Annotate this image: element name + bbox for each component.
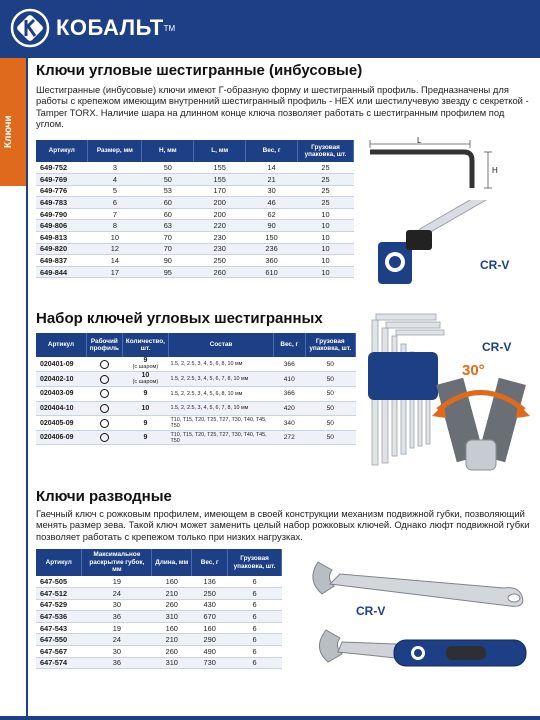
footer-bar <box>0 716 540 720</box>
pack-cell: 50 <box>305 372 355 387</box>
qty-cell <box>122 401 168 416</box>
sku-cell: 649-820 <box>36 243 88 255</box>
round-profile-icon <box>100 360 109 369</box>
profile-cell <box>86 387 122 402</box>
adjustable-wrench-chrome-image <box>300 550 536 630</box>
round-profile-icon <box>100 433 109 442</box>
table-cell: 6 <box>228 634 282 646</box>
table-row <box>36 174 354 186</box>
sku-cell: 020402-10 <box>36 372 86 387</box>
table-cell: 90 <box>246 220 298 232</box>
composition-cell: 1.5, 2, 2.5, 3, 4, 5, 6, 8, 10 мм <box>169 357 274 372</box>
table-cell: 24 <box>82 634 152 646</box>
table-cell: 50 <box>142 174 194 186</box>
composition-cell: T10, T15, T20, T25, T27, T30, T40, T45, T50 <box>169 416 274 431</box>
table-cell: 4 <box>88 174 142 186</box>
table-row <box>36 657 282 669</box>
table-cell: 10 <box>88 232 142 244</box>
table-cell: 310 <box>152 611 192 623</box>
table-cell: 25 <box>298 197 354 209</box>
sku-cell: 020403-09 <box>36 387 86 402</box>
table-row <box>36 266 354 278</box>
round-profile-icon <box>100 389 109 398</box>
sku-cell: 649-783 <box>36 197 88 209</box>
table-cell: 6 <box>228 622 282 634</box>
sku-cell: 649-769 <box>36 174 88 186</box>
table-cell: 95 <box>142 266 194 278</box>
table-row <box>36 430 356 445</box>
col-header-profile: Рабочий профиль <box>86 333 122 357</box>
table-cell: 210 <box>152 634 192 646</box>
sku-cell: 647-536 <box>36 611 82 623</box>
table-cell: 25 <box>298 174 354 186</box>
hex-key-dimension-diagram <box>360 136 520 194</box>
table-cell: 17 <box>88 266 142 278</box>
sku-cell: 647-512 <box>36 588 82 600</box>
table-row <box>36 197 354 209</box>
section2-title: Набор ключей угловых шестигранных <box>36 310 323 327</box>
table-cell: 6 <box>228 576 282 588</box>
table-cell: 19 <box>82 622 152 634</box>
table-row <box>36 588 282 600</box>
table-cell: 10 <box>298 232 354 244</box>
table-header-row <box>36 549 282 576</box>
table-cell: 14 <box>88 255 142 267</box>
table-cell: 670 <box>192 611 228 623</box>
table-cell: 6 <box>228 599 282 611</box>
weight-cell: 340 <box>274 416 306 431</box>
sku-cell: 020404-10 <box>36 401 86 416</box>
table-cell: 160 <box>152 622 192 634</box>
col-header-weight: Вес, г <box>246 140 298 162</box>
left-rule-divider <box>26 58 28 718</box>
table-cell: 12 <box>88 243 142 255</box>
table-cell: 30 <box>246 185 298 197</box>
col-header-sku: Артикул <box>36 140 88 162</box>
category-sidebar-label: Ключи <box>3 115 14 148</box>
table-cell: 30 <box>82 599 152 611</box>
table-cell: 60 <box>142 197 194 209</box>
angle-label: 30° <box>462 362 485 379</box>
table-cell: 220 <box>194 220 246 232</box>
profile-cell <box>86 430 122 445</box>
sku-cell: 020401-09 <box>36 357 86 372</box>
sku-cell: 649-844 <box>36 266 88 278</box>
composition-cell: 1.5, 2, 2.5, 3, 4, 5, 6, 7, 8, 10 мм <box>169 401 274 416</box>
col-header-composition: Состав <box>169 333 274 357</box>
qty-cell <box>122 372 168 387</box>
qty-cell <box>122 387 168 402</box>
table-row <box>36 243 354 255</box>
table-cell: 250 <box>194 255 246 267</box>
table-cell: 160 <box>152 576 192 588</box>
qty-cell <box>122 430 168 445</box>
table-cell: 36 <box>82 611 152 623</box>
table-cell: 6 <box>228 611 282 623</box>
sku-cell: 647-505 <box>36 576 82 588</box>
col-header-weight: Вес, г <box>274 333 306 357</box>
table-cell: 10 <box>298 208 354 220</box>
adjustable-wrench-rubber-grip-image <box>306 620 536 700</box>
col-header-sku: Артикул <box>36 333 86 357</box>
col-header-pack: Грузовая упаковка, шт. <box>305 333 355 357</box>
sku-cell: 647-574 <box>36 657 82 669</box>
table-row <box>36 387 356 402</box>
profile-cell <box>86 372 122 387</box>
profile-cell <box>86 416 122 431</box>
table-row <box>36 232 354 244</box>
qty-cell <box>122 416 168 431</box>
table-cell: 19 <box>82 576 152 588</box>
table-row <box>36 599 282 611</box>
profile-cell <box>86 401 122 416</box>
col-header-qty: Количество, шт. <box>122 333 168 357</box>
sku-cell: 020406-09 <box>36 430 86 445</box>
qty-note: (с шаром) <box>132 379 159 386</box>
table-cell: 610 <box>246 266 298 278</box>
section1-title: Ключи угловые шестигранные (инбусовые) <box>36 62 363 79</box>
weight-cell: 420 <box>274 401 306 416</box>
brand-header <box>0 0 540 58</box>
section3-title: Ключи разводные <box>36 488 172 505</box>
sku-cell: 649-790 <box>36 208 88 220</box>
col-header-jaw-opening: Максимальное раскрытие губок, мм <box>82 549 152 576</box>
table-cell: 730 <box>192 657 228 669</box>
table-cell: 360 <box>246 255 298 267</box>
qty-note: (с шаром) <box>132 364 159 371</box>
diagram-label-l: L <box>417 136 422 145</box>
table-cell: 155 <box>194 174 246 186</box>
table-cell: 230 <box>194 243 246 255</box>
table-cell: 6 <box>228 588 282 600</box>
qty-value: 9 <box>143 357 148 365</box>
hex-keys-table <box>36 140 354 278</box>
sku-cell: 647-543 <box>36 622 82 634</box>
weight-cell: 366 <box>274 387 306 402</box>
table-header-row <box>36 140 354 162</box>
table-cell: 310 <box>152 657 192 669</box>
table-cell: 490 <box>192 646 228 658</box>
section1-description: Шестигранные (инбусовые) ключи имеют Г-образную форму и шестигранный профиль. Предназначены для работы с крепежом имеющим внутренний шестигранный профиль - HEX или шестилучевую звезду с секреткой - Tamper TORX. Наличие шара на длинном конце ключа позволяет работать с шестигранным профилем под углом. <box>36 84 529 130</box>
col-header-h: H, мм <box>142 140 194 162</box>
round-profile-icon <box>100 375 109 384</box>
table-row <box>36 611 282 623</box>
table-cell: 430 <box>192 599 228 611</box>
composition-cell: 1.5, 2, 2.5, 3, 4, 5, 6, 8, 10 мм <box>169 387 274 402</box>
col-header-pack: Грузовая упаковка, шт. <box>298 140 354 162</box>
ball-end-angle-illustration <box>426 370 536 475</box>
table-cell: 3 <box>88 162 142 174</box>
col-header-sku: Артикул <box>36 549 82 576</box>
table-cell: 5 <box>88 185 142 197</box>
round-profile-icon <box>100 419 109 428</box>
table-cell: 10 <box>298 220 354 232</box>
sku-cell: 647-550 <box>36 634 82 646</box>
table-row <box>36 646 282 658</box>
table-cell: 260 <box>152 599 192 611</box>
pack-cell: 50 <box>305 357 355 372</box>
table-row <box>36 634 282 646</box>
table-cell: 90 <box>142 255 194 267</box>
table-cell: 10 <box>298 243 354 255</box>
pack-cell: 50 <box>305 401 355 416</box>
section3-material-tag: CR-V <box>356 604 386 618</box>
table-row <box>36 416 356 431</box>
col-header-size: Размер, мм <box>88 140 142 162</box>
table-cell: 46 <box>246 197 298 209</box>
table-cell: 21 <box>246 174 298 186</box>
table-row <box>36 401 356 416</box>
table-cell: 10 <box>298 266 354 278</box>
section2-material-tag: CR-V <box>482 340 512 354</box>
table-cell: 260 <box>194 266 246 278</box>
table-row <box>36 255 354 267</box>
table-cell: 8 <box>88 220 142 232</box>
pack-cell: 50 <box>305 387 355 402</box>
pack-cell: 50 <box>305 430 355 445</box>
table-cell: 236 <box>246 243 298 255</box>
sku-cell: 649-813 <box>36 232 88 244</box>
table-row <box>36 357 356 372</box>
qty-value: 10 <box>141 372 150 380</box>
col-header-l: L, мм <box>194 140 246 162</box>
table-row <box>36 220 354 232</box>
table-header-row <box>36 333 356 357</box>
hex-key-product-image <box>358 200 518 300</box>
table-cell: 50 <box>142 162 194 174</box>
table-cell: 60 <box>142 208 194 220</box>
composition-cell: 1.5, 2, 2.5, 3, 4, 5, 6, 7, 8, 10 мм <box>169 372 274 387</box>
section1-material-tag: CR-V <box>480 258 510 272</box>
table-cell: 36 <box>82 657 152 669</box>
table-cell: 30 <box>82 646 152 658</box>
table-cell: 160 <box>192 622 228 634</box>
table-cell: 63 <box>142 220 194 232</box>
adjustable-wrench-table <box>36 549 282 669</box>
qty-value: 9 <box>143 419 148 427</box>
sku-cell: 647-529 <box>36 599 82 611</box>
table-cell: 53 <box>142 185 194 197</box>
table-cell: 290 <box>192 634 228 646</box>
round-profile-icon <box>100 404 109 413</box>
qty-value: 9 <box>143 434 148 442</box>
table-cell: 6 <box>228 646 282 658</box>
table-cell: 155 <box>194 162 246 174</box>
table-cell: 250 <box>192 588 228 600</box>
table-cell: 25 <box>298 185 354 197</box>
table-row <box>36 208 354 220</box>
sku-cell: 649-806 <box>36 220 88 232</box>
sku-cell: 649-776 <box>36 185 88 197</box>
section3-description: Гаечный ключ с рожковым профилем, имеющем в своей конструкции механизм подвижной губки, позволяющий менять размер зева. Такой ключ может заменить целый набор рожковых ключей. Однако люфт подвижной губки позволяет работать с крепежом только при низких нагрузках. <box>36 508 530 542</box>
table-cell: 200 <box>194 197 246 209</box>
hex-key-sets-table <box>36 333 356 445</box>
col-header-pack: Грузовая упаковка, шт. <box>228 549 282 576</box>
sku-cell: 647-567 <box>36 646 82 658</box>
weight-cell: 366 <box>274 357 306 372</box>
table-cell: 230 <box>194 232 246 244</box>
table-row <box>36 576 282 588</box>
table-cell: 6 <box>88 197 142 209</box>
table-cell: 70 <box>142 232 194 244</box>
table-cell: 10 <box>298 255 354 267</box>
col-header-length: Длина, мм <box>152 549 192 576</box>
col-header-weight: Вес, г <box>192 549 228 576</box>
pack-cell: 50 <box>305 416 355 431</box>
table-row <box>36 162 354 174</box>
diagram-label-h: H <box>492 166 498 175</box>
profile-cell <box>86 357 122 372</box>
table-cell: 6 <box>228 657 282 669</box>
brand-logo <box>10 8 175 48</box>
composition-cell: T10, T15, T20, T25, T27, T30, T40, T45, T50 <box>169 430 274 445</box>
table-cell: 70 <box>142 243 194 255</box>
table-cell: 62 <box>246 208 298 220</box>
table-row <box>36 372 356 387</box>
table-cell: 260 <box>152 646 192 658</box>
sku-cell: 649-837 <box>36 255 88 267</box>
table-cell: 150 <box>246 232 298 244</box>
brand-trademark: TM <box>163 23 176 33</box>
qty-value: 9 <box>143 390 148 398</box>
table-cell: 170 <box>194 185 246 197</box>
k-diamond-logo-icon <box>10 8 50 48</box>
table-cell: 210 <box>152 588 192 600</box>
table-cell: 14 <box>246 162 298 174</box>
qty-cell <box>122 357 168 372</box>
table-cell: 136 <box>192 576 228 588</box>
qty-value: 10 <box>141 404 150 412</box>
table-cell: 25 <box>298 162 354 174</box>
brand-name: КОБАЛЬТ <box>56 15 164 40</box>
table-row <box>36 185 354 197</box>
weight-cell: 272 <box>274 430 306 445</box>
table-cell: 24 <box>82 588 152 600</box>
sku-cell: 649-752 <box>36 162 88 174</box>
weight-cell: 410 <box>274 372 306 387</box>
sku-cell: 020405-09 <box>36 416 86 431</box>
table-cell: 7 <box>88 208 142 220</box>
table-cell: 200 <box>194 208 246 220</box>
table-row <box>36 622 282 634</box>
